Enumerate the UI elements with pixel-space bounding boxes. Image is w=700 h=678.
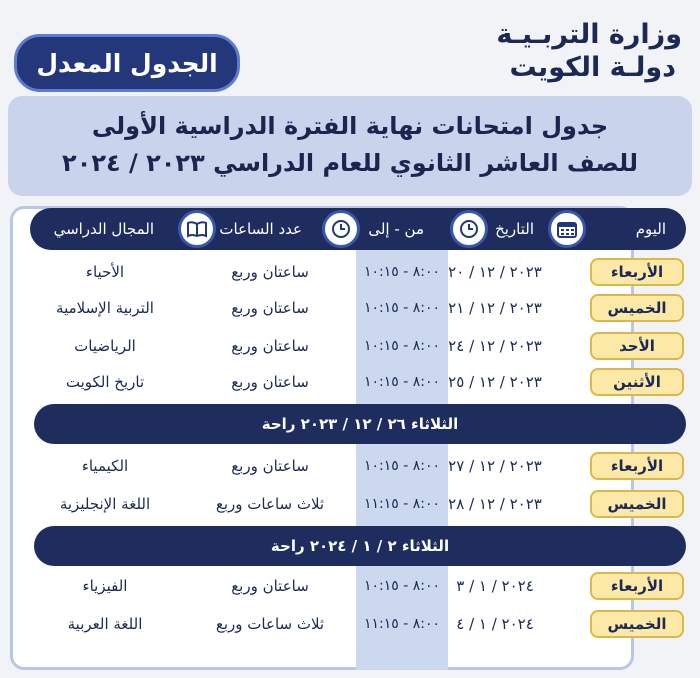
day-badge: الخميس [590,610,684,638]
hours-cell: ساعتان وربع [231,263,309,281]
table-row [10,292,690,324]
time-cell: ٨:٠٠ - ١٠:١٥ [363,374,441,390]
country-name: دولـة الكويت [509,52,676,83]
table-header [30,208,686,250]
table-row [10,570,690,602]
day-badge: الأربعاء [590,572,684,600]
hours-cell: ساعتان وربع [231,299,309,317]
time-cell: ٨:٠٠ - ١١:١٥ [363,616,441,632]
hours-cell: ساعتان وربع [231,373,309,391]
time-cell: ٨:٠٠ - ١٠:١٥ [363,264,441,280]
day-badge: الأثنين [590,368,684,396]
time-cell: ٨:٠٠ - ١٠:١٥ [363,300,441,316]
title-box [8,96,692,196]
date-cell: ٢٠٢٣ / ١٢ / ٢٠ [448,263,542,281]
hours-cell: ثلاث ساعات وربع [215,615,325,633]
subject-cell: اللغة العربية [67,615,143,633]
table-row [10,450,690,482]
date-cell: ٢٠٢٣ / ١٢ / ٢٥ [448,373,542,391]
subject-cell: تاريخ الكويت [65,373,145,391]
book-icon [178,210,216,248]
clock-icon [322,210,360,248]
header-subject: المجال الدراسي [53,220,154,238]
day-badge: الأربعاء [590,452,684,480]
hours-cell: ساعتان وربع [231,457,309,475]
header-day: اليوم [635,220,666,238]
day-badge: الخميس [590,490,684,518]
day-badge: الخميس [590,294,684,322]
clock-icon [450,210,488,248]
schedule-subtitle: للصف العاشر الثانوي للعام الدراسي ٢٠٢٣ / ٢٠٢٤ [62,149,638,177]
table-row [10,488,690,520]
day-badge: الأحد [590,332,684,360]
header-hours: عدد الساعات [219,220,302,238]
subject-cell: الكيمياء [81,457,129,475]
hours-cell: ساعتان وربع [231,577,309,595]
rest-day-bar: الثلاثاء ٢ / ١ / ٢٠٢٤ راحة [34,526,686,566]
subject-cell: الرياضيات [74,337,136,355]
date-cell: ٢٠٢٤ / ١ / ٣ [456,577,534,595]
hours-cell: ثلاث ساعات وربع [215,495,325,513]
time-cell: ٨:٠٠ - ١٠:١٥ [363,578,441,594]
time-cell: ٨:٠٠ - ١٠:١٥ [363,458,441,474]
subject-cell: الفيزياء [82,577,128,595]
date-cell: ٢٠٢٣ / ١٢ / ٢٧ [448,457,542,475]
hours-cell: ساعتان وربع [231,337,309,355]
date-cell: ٢٠٢٣ / ١٢ / ٢١ [448,299,542,317]
date-cell: ٢٠٢٣ / ١٢ / ٢٨ [448,495,542,513]
subject-cell: اللغة الإنجليزية [59,495,151,513]
ministry-header [442,18,682,84]
subject-cell: التربية الإسلامية [56,299,154,317]
ministry-name: وزارة التربـيـة [496,19,682,50]
day-badge: الأربعاء [590,258,684,286]
subject-cell: الأحياء [85,263,125,281]
rest-day-bar: الثلاثاء ٢٦ / ١٢ / ٢٠٢٣ راحة [34,404,686,444]
time-cell: ٨:٠٠ - ١٠:١٥ [363,338,441,354]
table-row [10,608,690,640]
schedule-title: جدول امتحانات نهاية الفترة الدراسية الأولى [91,112,609,140]
time-cell: ٨:٠٠ - ١١:١٥ [363,496,441,512]
revised-schedule-badge: الجدول المعدل [14,34,240,92]
calendar-icon [548,210,586,248]
table-row [10,366,690,398]
date-cell: ٢٠٢٤ / ١ / ٤ [456,615,534,633]
header-date: التاريخ [495,220,534,238]
table-row [10,330,690,362]
date-cell: ٢٠٢٣ / ١٢ / ٢٤ [448,337,542,355]
header-time: من - إلى [368,220,424,238]
table-row [10,256,690,288]
